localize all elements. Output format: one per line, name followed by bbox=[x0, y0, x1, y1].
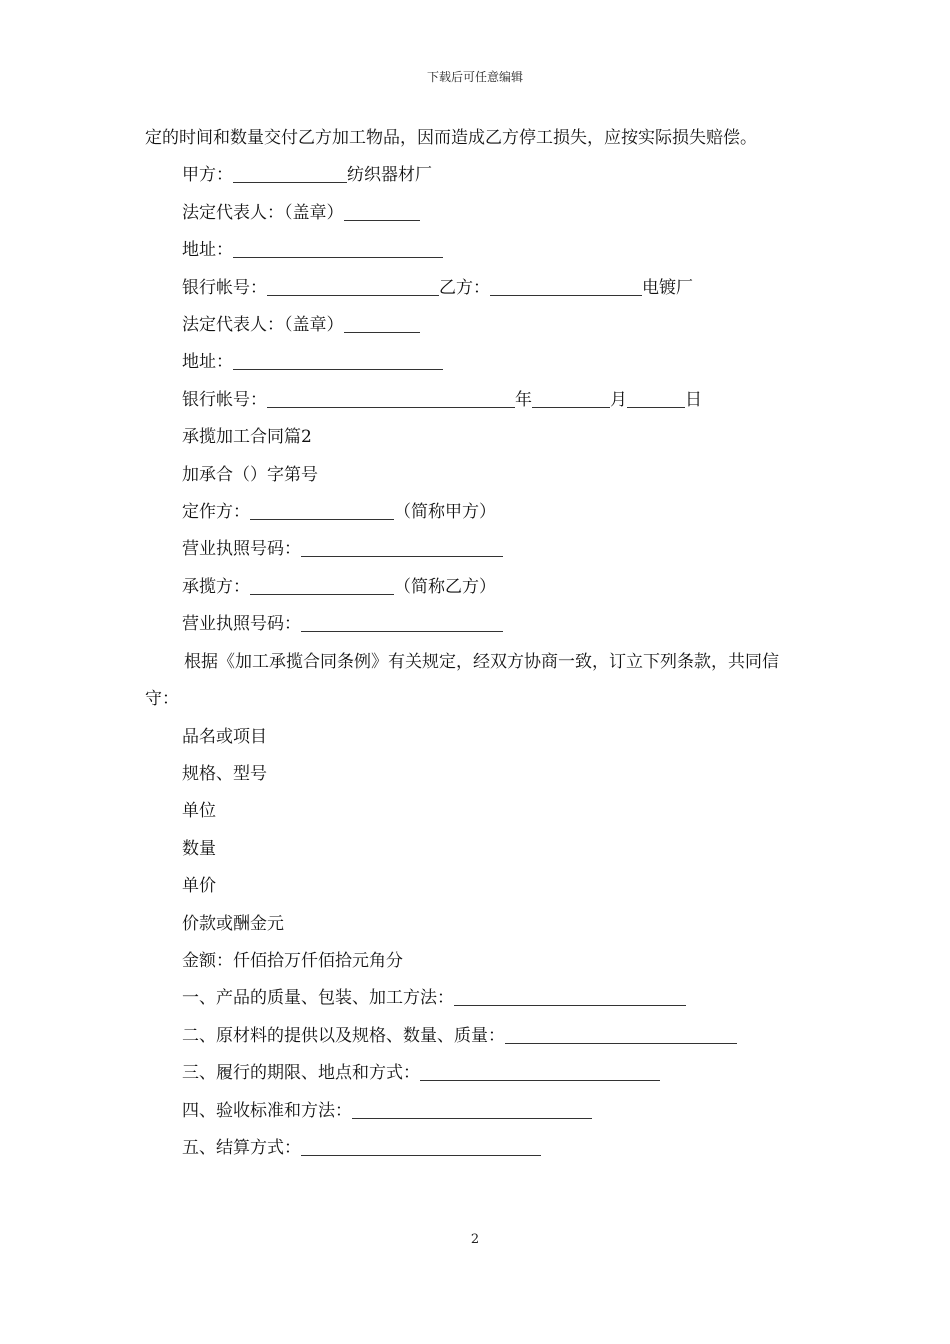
blank-field bbox=[233, 165, 347, 183]
bank-a-line bbox=[145, 270, 810, 307]
bank-b-date-line bbox=[145, 382, 810, 419]
date-month: 月 bbox=[610, 389, 627, 410]
blank-field bbox=[301, 539, 503, 557]
clause-2-text: 二、原材料的提供以及规格、数量、质量： bbox=[182, 1025, 505, 1046]
clause-3-text: 三、履行的期限、地点和方式： bbox=[182, 1063, 420, 1084]
address-label: 地址： bbox=[182, 352, 233, 373]
contractor-license-line bbox=[145, 606, 810, 643]
blank-field bbox=[352, 1101, 592, 1119]
clause-2 bbox=[145, 1018, 810, 1055]
blank-field bbox=[344, 315, 420, 333]
section-title: 承揽加工合同篇2 bbox=[182, 427, 312, 448]
orderer-label: 定作方： bbox=[182, 502, 250, 523]
blank-field bbox=[250, 577, 394, 595]
date-day: 日 bbox=[685, 389, 702, 410]
document-body bbox=[145, 120, 810, 1167]
license-label: 营业执照号码： bbox=[182, 539, 301, 560]
item-name: 品名或项目 bbox=[182, 726, 267, 747]
address-b-line bbox=[145, 344, 810, 381]
preamble-paragraph: 根据《加工承揽合同条例》有关规定，经双方协商一致，订立下列条款，共同信守： bbox=[145, 651, 779, 710]
bank-label: 银行帐号： bbox=[182, 277, 267, 298]
contractor-line bbox=[145, 569, 810, 606]
clause-5 bbox=[145, 1130, 810, 1167]
item-price: 单价 bbox=[182, 876, 216, 897]
contractor-abbr: （简称乙方） bbox=[394, 576, 496, 597]
blank-field bbox=[420, 1063, 660, 1081]
blank-field bbox=[532, 390, 610, 408]
item-quantity: 数量 bbox=[182, 838, 216, 859]
paragraph-continuation: 定的时间和数量交付乙方加工物品，因而造成乙方停工损失，应按实际损失赔偿。 bbox=[145, 128, 757, 148]
address-label: 地址： bbox=[182, 240, 233, 261]
orderer-abbr: （简称甲方） bbox=[394, 502, 496, 523]
legal-rep-b-line bbox=[145, 307, 810, 344]
blank-field bbox=[250, 502, 394, 520]
clause-3 bbox=[145, 1055, 810, 1092]
license-label: 营业执照号码： bbox=[182, 614, 301, 635]
clause-1-text: 一、产品的质量、包装、加工方法： bbox=[182, 988, 454, 1009]
blank-field bbox=[267, 390, 515, 408]
blank-field bbox=[490, 278, 642, 296]
clause-1 bbox=[145, 980, 810, 1017]
party-a-name: 纺织器材厂 bbox=[347, 165, 432, 186]
contractor-label: 承揽方： bbox=[182, 576, 250, 597]
blank-field bbox=[301, 614, 503, 632]
party-b-name: 电镀厂 bbox=[642, 277, 693, 298]
clause-4-text: 四、验收标准和方法： bbox=[182, 1100, 352, 1121]
blank-field bbox=[454, 988, 686, 1006]
item-spec: 规格、型号 bbox=[182, 763, 267, 784]
page-header: 下载后可任意编辑 bbox=[426, 70, 523, 84]
blank-field bbox=[344, 203, 420, 221]
party-b-label: 乙方： bbox=[439, 277, 490, 298]
item-payment: 价款或酬金元 bbox=[182, 913, 284, 934]
bank-label: 银行帐号： bbox=[182, 389, 267, 410]
blank-field bbox=[301, 1138, 541, 1156]
blank-field bbox=[233, 240, 443, 258]
orderer-line bbox=[145, 494, 810, 531]
item-unit: 单位 bbox=[182, 801, 216, 822]
party-a-line bbox=[145, 157, 810, 194]
legal-rep-label: 法定代表人：（盖章） bbox=[182, 202, 344, 223]
orderer-license-line bbox=[145, 531, 810, 568]
item-amount: 金额：仟佰拾万仟佰拾元角分 bbox=[182, 950, 403, 971]
legal-rep-a-line bbox=[145, 195, 810, 232]
blank-field bbox=[505, 1026, 737, 1044]
contract-number: 加承合（）字第号 bbox=[182, 464, 318, 485]
legal-rep-label: 法定代表人：（盖章） bbox=[182, 315, 344, 336]
date-year: 年 bbox=[515, 389, 532, 410]
blank-field bbox=[233, 352, 443, 370]
blank-field bbox=[267, 278, 439, 296]
page-number: 2 bbox=[470, 1232, 480, 1247]
clause-5-text: 五、结算方式： bbox=[182, 1137, 301, 1158]
address-a-line bbox=[145, 232, 810, 269]
clause-4 bbox=[145, 1093, 810, 1130]
party-a-label: 甲方： bbox=[182, 165, 233, 186]
blank-field bbox=[627, 390, 685, 408]
